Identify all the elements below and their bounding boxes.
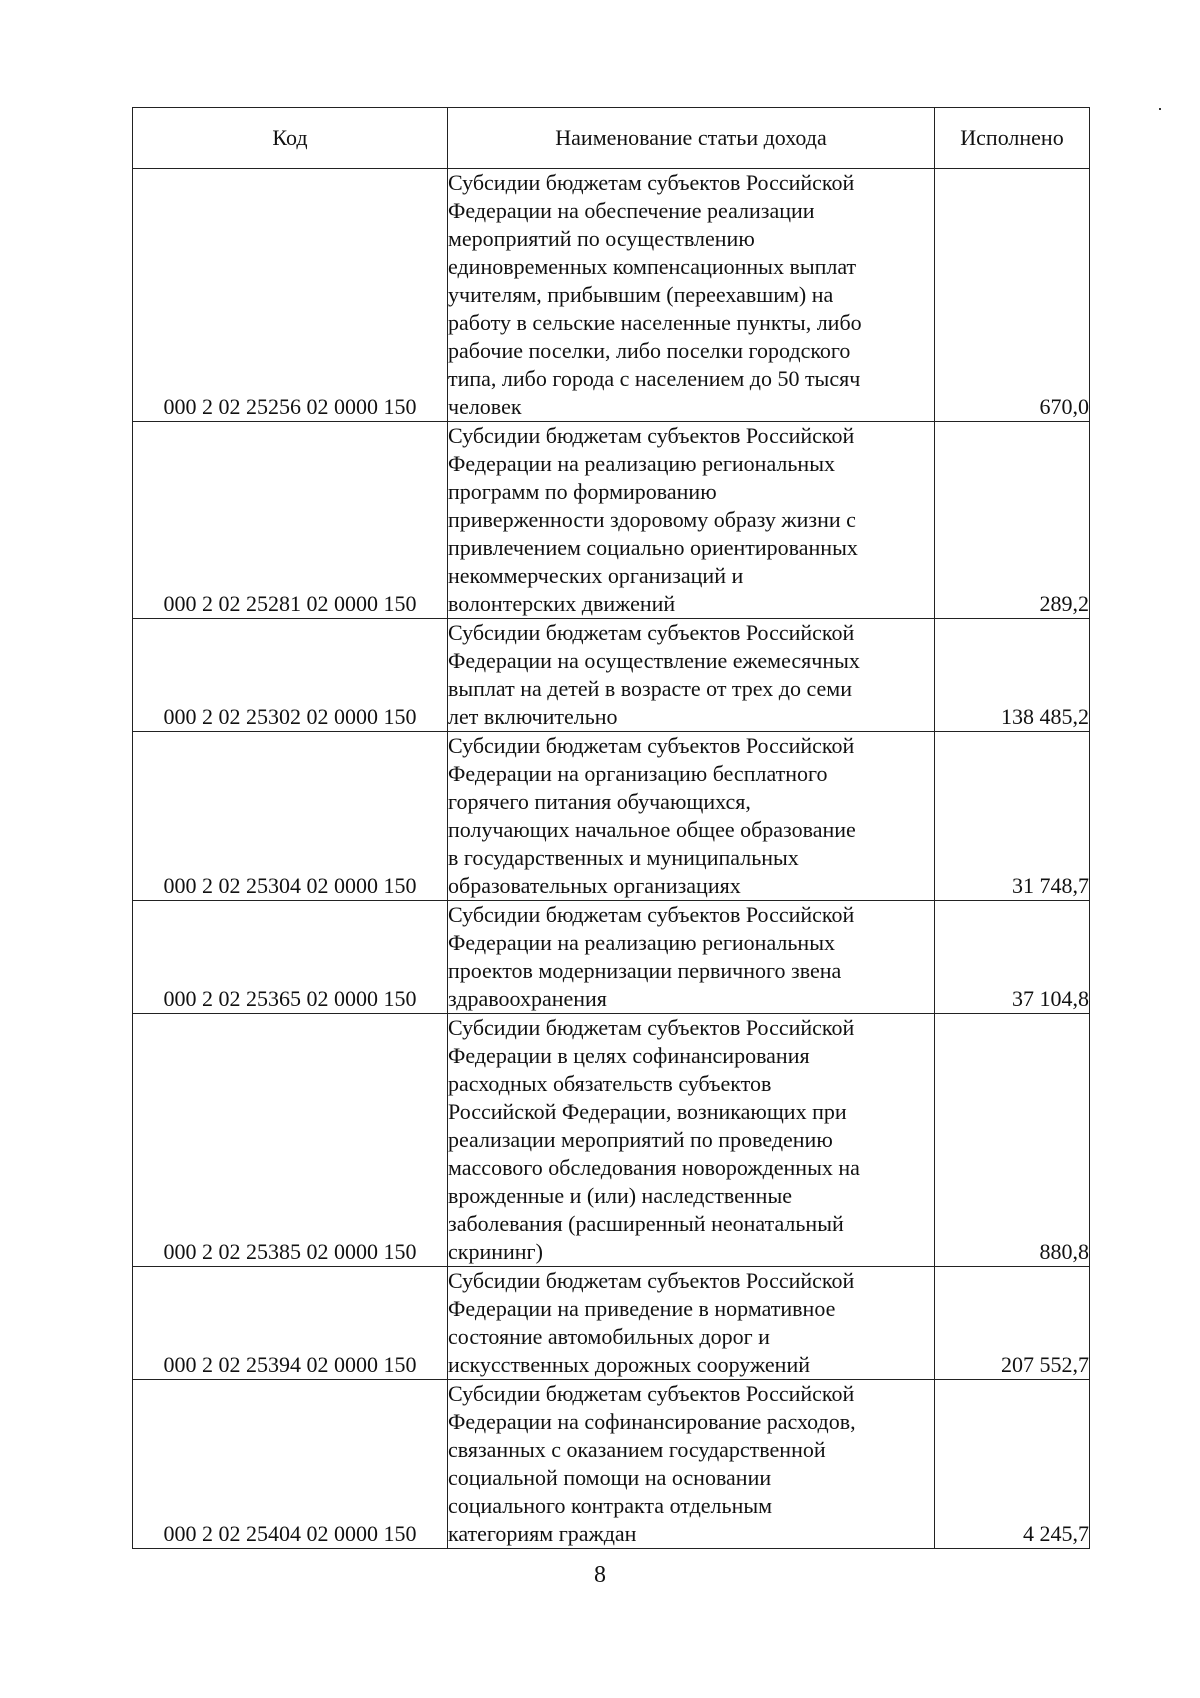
revenue-name-line: Федерации на приведение в нормативное <box>448 1296 836 1321</box>
income-table <box>132 107 1090 1549</box>
header-row <box>133 108 1090 169</box>
revenue-name-line: привлечением социально ориентированных <box>448 535 858 560</box>
revenue-name-line: человек <box>448 394 522 419</box>
table-row <box>133 732 1090 901</box>
revenue-name-line: здравоохранения <box>448 986 607 1011</box>
table-row <box>133 169 1090 422</box>
revenue-code: 000 2 02 25281 02 0000 150 <box>133 422 448 619</box>
header-amount: Исполнено <box>935 108 1090 169</box>
revenue-name-line: Федерации на осуществление ежемесячных <box>448 648 860 673</box>
revenue-name-line: врожденные и (или) наследственные <box>448 1183 792 1208</box>
revenue-name-line: реализации мероприятий по проведению <box>448 1127 833 1152</box>
revenue-code: 000 2 02 25394 02 0000 150 <box>133 1267 448 1380</box>
revenue-name-line: Федерации на реализацию региональных <box>448 930 835 955</box>
revenue-name <box>448 422 935 619</box>
revenue-name-line: Федерации на организацию бесплатного <box>448 761 828 786</box>
revenue-name-line: Субсидии бюджетам субъектов Российской <box>448 733 855 758</box>
revenue-code: 000 2 02 25365 02 0000 150 <box>133 901 448 1014</box>
revenue-name <box>448 1380 935 1549</box>
revenue-name-line: Российской Федерации, возникающих при <box>448 1099 847 1124</box>
revenue-name-line: Федерации на обеспечение реализации <box>448 198 815 223</box>
revenue-name-line: получающих начальное общее образование <box>448 817 856 842</box>
revenue-name-line: единовременных компенсационных выплат <box>448 254 857 279</box>
revenue-name-line: Субсидии бюджетам субъектов Российской <box>448 1381 855 1406</box>
revenue-name-line: образовательных организациях <box>448 873 741 898</box>
revenue-code: 000 2 02 25302 02 0000 150 <box>133 619 448 732</box>
revenue-name-line: искусственных дорожных сооружений <box>448 1352 810 1377</box>
page-number: 8 <box>594 1562 606 1588</box>
revenue-name-line: волонтерских движений <box>448 591 676 616</box>
revenue-name-line: массового обследования новорожденных на <box>448 1155 860 1180</box>
table-row <box>133 1380 1090 1549</box>
revenue-name-line: Субсидии бюджетам субъектов Российской <box>448 423 855 448</box>
revenue-name-line: лет включительно <box>448 704 618 729</box>
header-name: Наименование статьи дохода <box>448 108 935 169</box>
table-row <box>133 1267 1090 1380</box>
executed-amount: 4 245,7 <box>935 1380 1090 1549</box>
revenue-name-line: состояние автомобильных дорог и <box>448 1324 770 1349</box>
executed-amount: 207 552,7 <box>935 1267 1090 1380</box>
header-code: Код <box>133 108 448 169</box>
revenue-name-line: программ по формированию <box>448 479 717 504</box>
executed-amount: 880,8 <box>935 1014 1090 1267</box>
revenue-name-line: приверженности здоровому образу жизни с <box>448 507 856 532</box>
revenue-name-line: рабочие поселки, либо поселки городского <box>448 338 851 363</box>
revenue-name-line: некоммерческих организаций и <box>448 563 744 588</box>
revenue-name <box>448 732 935 901</box>
table-row <box>133 901 1090 1014</box>
revenue-code: 000 2 02 25304 02 0000 150 <box>133 732 448 901</box>
revenue-name-line: социального контракта отдельным <box>448 1493 773 1518</box>
table-row <box>133 1014 1090 1267</box>
revenue-name-line: категориям граждан <box>448 1521 637 1546</box>
revenue-name <box>448 1267 935 1380</box>
revenue-name-line: в государственных и муниципальных <box>448 845 799 870</box>
scan-speck <box>1159 108 1161 110</box>
revenue-name-line: выплат на детей в возрасте от трех до семи <box>448 676 852 701</box>
executed-amount: 289,2 <box>935 422 1090 619</box>
revenue-name-line: Субсидии бюджетам субъектов Российской <box>448 902 855 927</box>
revenue-name-line: работу в сельские населенные пункты, либо <box>448 310 862 335</box>
revenue-name-line: связанных с оказанием государственной <box>448 1437 826 1462</box>
table-row <box>133 619 1090 732</box>
revenue-name-line: скрининг) <box>448 1239 543 1264</box>
revenue-name-line: Федерации в целях софинансирования <box>448 1043 810 1068</box>
revenue-name-line: Субсидии бюджетам субъектов Российской <box>448 620 855 645</box>
executed-amount: 670,0 <box>935 169 1090 422</box>
revenue-name-line: Федерации на реализацию региональных <box>448 451 835 476</box>
revenue-name-line: типа, либо города с населением до 50 тысяч <box>448 366 861 391</box>
revenue-name-line: горячего питания обучающихся, <box>448 789 751 814</box>
revenue-name-line: Субсидии бюджетам субъектов Российской <box>448 1015 855 1040</box>
revenue-name-line: заболевания (расширенный неонатальный <box>448 1211 844 1236</box>
executed-amount: 31 748,7 <box>935 732 1090 901</box>
revenue-name <box>448 1014 935 1267</box>
executed-amount: 138 485,2 <box>935 619 1090 732</box>
revenue-name <box>448 169 935 422</box>
executed-amount: 37 104,8 <box>935 901 1090 1014</box>
revenue-name-line: мероприятий по осуществлению <box>448 226 755 251</box>
revenue-name-line: социальной помощи на основании <box>448 1465 772 1490</box>
revenue-name-line: Субсидии бюджетам субъектов Российской <box>448 1268 855 1293</box>
revenue-code: 000 2 02 25385 02 0000 150 <box>133 1014 448 1267</box>
table-row <box>133 422 1090 619</box>
revenue-name <box>448 901 935 1014</box>
revenue-name-line: Субсидии бюджетам субъектов Российской <box>448 170 855 195</box>
revenue-name-line: Федерации на софинансирование расходов, <box>448 1409 856 1434</box>
revenue-name-line: проектов модернизации первичного звена <box>448 958 842 983</box>
revenue-code: 000 2 02 25404 02 0000 150 <box>133 1380 448 1549</box>
revenue-name-line: расходных обязательств субъектов <box>448 1071 772 1096</box>
revenue-name-line: учителям, прибывшим (переехавшим) на <box>448 282 834 307</box>
revenue-name <box>448 619 935 732</box>
revenue-code: 000 2 02 25256 02 0000 150 <box>133 169 448 422</box>
